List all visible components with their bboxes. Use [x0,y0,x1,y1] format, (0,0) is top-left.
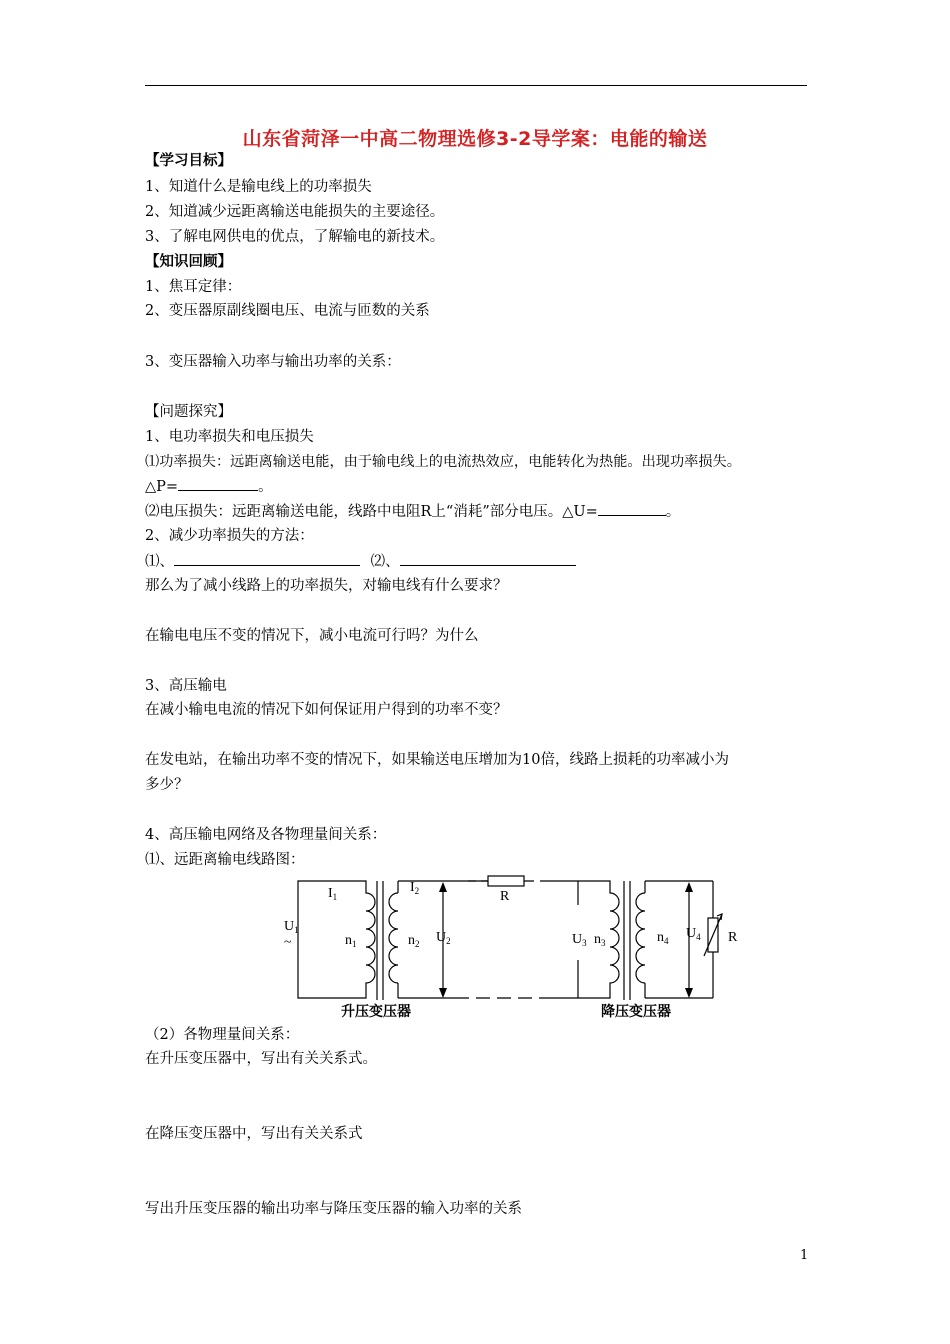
review-item-1: 1、焦耳定律： [145,279,242,295]
q4-sub-2: （2）各物理量间关系： [145,1027,300,1043]
label-ac-symbol: ~ [284,935,292,950]
delta-p-label: △P= [145,479,179,495]
q2-title: 2、减少功率损失的方法： [145,528,314,544]
label-u4: $U_4$ [686,926,701,942]
q3-ask-2b: 多少？ [145,777,189,793]
coil-n4 [636,893,645,983]
q2-option-2-label: ⑵、 [370,554,400,570]
section-header-goals: 【学习目标】 [145,152,232,169]
label-n4: $n_4$ [657,930,669,946]
goal-item-3: 3、了解电网供电的优点，了解输电的新技术。 [145,229,445,245]
q2-ask-2: 在输电电压不变的情况下，减小电流可行吗？为什么 [145,628,479,644]
label-n1: $n_1$ [345,933,357,949]
coil-n2 [389,893,398,983]
q1-title: 1、电功率损失和电压损失 [145,429,314,445]
q4-ask-1: 在升压变压器中，写出有关关系式。 [145,1051,377,1067]
review-item-2: 2、变压器原副线圈电压、电流与匝数的关系 [145,303,430,319]
q2-ask-1: 那么为了减小线路上的功率损失，对输电线有什么要求？ [145,578,508,594]
q3-ask-2a: 在发电站，在输出功率不变的情况下，如果输送电压增加为10倍，线路上损耗的功率减小为 [145,752,729,768]
voltage-loss-text: ⑵电压损失：远距离输送电能，线路中电阻R上“消耗”部分电压。△U= [145,504,598,520]
label-step-down-transformer: 降压变压器 [601,1004,671,1020]
line-resistor [488,876,524,886]
q3-title: 3、高压输电 [145,678,227,694]
q4-sub-1: ⑴、远距离输电线路图： [145,852,305,868]
primary-loop-wire [298,881,351,998]
delta-u-suffix: 。 [665,504,681,520]
label-u1: $U_1$ [284,919,299,935]
section-header-review: 【知识回顾】 [145,253,232,270]
section-header-explore: 【问题探究】 [145,404,232,420]
label-u2: $U_2$ [436,930,451,946]
q4-title: 4、高压输电网络及各物理量间关系： [145,827,387,843]
q1-power-loss: ⑴功率损失：远距离输送电能，由于输电线上的电流热效应，电能转化为热能。出现功率损失。 [145,454,741,470]
goal-item-2: 2、知道减少远距离输送电能损失的主要途径。 [145,204,445,220]
review-item-3: 3、变压器输入功率与输出功率的关系： [145,354,401,370]
label-load-r: R [728,930,738,945]
label-i2: $I_2$ [410,880,420,896]
label-u3: $U_3$ [572,932,587,948]
q3-ask-1: 在减小输电电流的情况下如何保证用户得到的功率不变？ [145,702,508,718]
label-step-up-transformer: 升压变压器 [341,1004,411,1020]
label-n2: $n_2$ [408,933,420,949]
label-n3: $n_3$ [594,932,606,948]
delta-p-suffix: 。 [258,479,273,495]
goal-item-1: 1、知道什么是输电线上的功率损失 [145,179,372,195]
label-line-r: R [500,889,510,904]
page-title: 山东省菏泽一中高二物理选修3-2导学案：电能的输送 [242,128,708,150]
q4-ask-3: 写出升压变压器的输出功率与降压变压器的输入功率的关系 [145,1201,522,1217]
q2-option-1-label: ⑴、 [145,554,174,570]
q4-ask-2: 在降压变压器中，写出有关关系式 [145,1126,363,1142]
label-i1: $I_1$ [328,886,338,902]
page-number: 1 [800,1248,809,1263]
